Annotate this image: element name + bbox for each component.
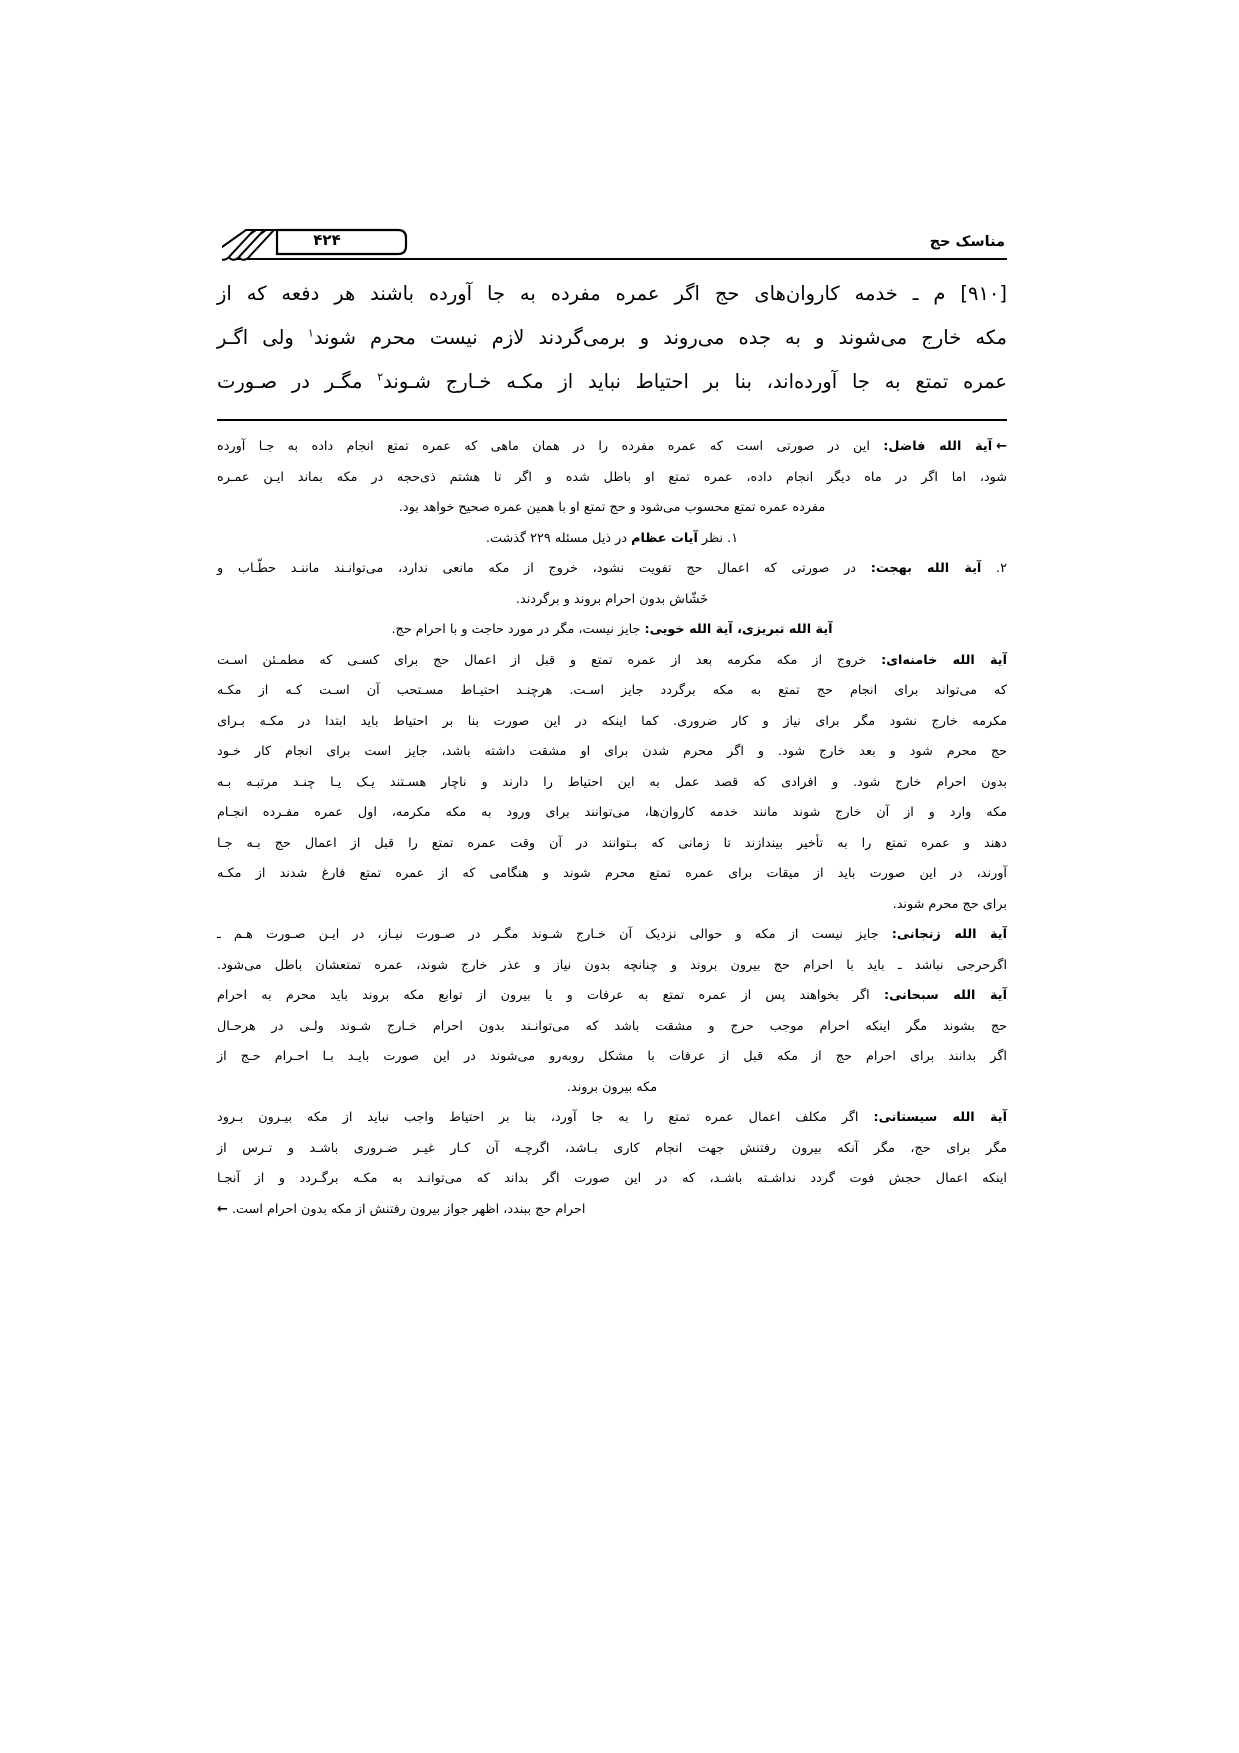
note-sobhani-line-3: اگر بدانند برای احرام حج از مکه قبل از عرفات با مشکل روبه‌رو می‌شوند در این صورت بایـد بـا احـرام حـج از bbox=[217, 1049, 1007, 1064]
note-fazel-line-1 bbox=[217, 432, 1007, 463]
note-zanjani-line-2: اگرحرجی نباشد ـ باید با احرام حج بیرون بروند و چنانچه بدون نیاز و عذر خارج شوند، عمره تمتعشان باطل می‌شود. bbox=[217, 957, 1007, 973]
marja-name-khamenei: آیة الله خامنه‌ای: bbox=[881, 652, 1007, 668]
footnote-divider bbox=[217, 419, 1007, 421]
note-tabrizi-khoei-text: جایز نیست، مگر در مورد حاجت و با احرام حج. bbox=[391, 622, 641, 637]
note-sobhani-line-2: حج بشوند مگر اینکه احرام موجب حرج و مشقت باشد که می‌توانـند بدون احرام خـارج شـوند ولـی در هرحـال bbox=[217, 1018, 1007, 1034]
footnote-1-bold: آیات عظام bbox=[631, 530, 698, 546]
footnote-1-pre: نظر bbox=[697, 530, 724, 546]
note-sistani-text-4: احرام حج ببندد، اظهر جواز بیرون رفتنش از مکه بدون احرام است. bbox=[231, 1201, 586, 1217]
folio-banner bbox=[222, 222, 412, 262]
continuation-arrow-icon: ← bbox=[996, 439, 1007, 454]
note-zanjani-line-1 bbox=[217, 920, 1007, 951]
note-fazel-line-2: شود، اما اگر در ماه دیگر انجام داده، عمره تمتع او باطل شده و اگر تا هشتم ذی‌حجه در مکه بماند ایـن عمـره bbox=[217, 469, 1007, 485]
note-sistani-line-2: مگر برای حج، مگر آنکه بیرون رفتنش جهت انجام کاری بـاشد، اگرچـه آن کـار غیـر ضـروری باشـد و تـرس از bbox=[217, 1140, 1007, 1156]
marja-name-zanjani: آیة الله زنجانی: bbox=[891, 927, 1007, 942]
note-khamenei-line-5: بدون احرام خارج شود. و افرادی که قصد عمل به این احتیاط را دارند و ناچار هسـتند یـک یـا چنـد مرتبـه بـه bbox=[217, 774, 1007, 790]
marja-name-sistani: آیة الله سیستانی: bbox=[873, 1110, 1007, 1125]
footnote-2-text-1: در صورتی که اعمال حج تفویت نشود، خروج از مکه مانعی ندارد، می‌توانـند ماننـد حطّـاب و bbox=[217, 561, 856, 576]
running-title: مناسک حج bbox=[929, 234, 1005, 250]
note-khamenei-line-2: که می‌تواند برای انجام حج تمتع به مکه برگردد جایز اسـت. هرچنـد احتیـاط مسـتحب آن اسـت کـه از مکـه bbox=[217, 683, 1007, 698]
note-fazel-line-3: مفرده عمره تمتع محسوب می‌شود و حج تمتع او با همین عمره صحیح خواهد بود. bbox=[398, 500, 826, 515]
marja-name-sobhani: آیة الله سبحانی: bbox=[883, 988, 1007, 1003]
footnote-1-post: در ذیل مسئله ۲۲۹ گذشت. bbox=[485, 530, 632, 546]
note-sobhani-text-1: اگر بخواهند پس از عمره تمتع به عرفات و یا بیرون از توابع مکه بروند باید محرم به احرام bbox=[217, 988, 870, 1003]
note-khamenei-line-7: دهند و عمره تمتع را به تأخیر بیندازند تا زمانی که بـتوانند در آن وقت عمره تمتع را قبل از اعمال حج بـه جـا bbox=[217, 835, 1007, 851]
body-line-2 bbox=[217, 316, 1007, 360]
note-sistani-line-4 bbox=[217, 1195, 1007, 1226]
note-khamenei-line-6: مکه وارد و از آن خارج شوند مانند خدمه کاروان‌ها، می‌توانند برای ورود به مکه مکرمه، اول عمره مفـرده انجـام bbox=[217, 805, 1007, 820]
note-sistani-text-1: اگر مکلف اعمال عمره تمتع را به جا آورد، بنا بر احتیاط واجب نباید از مکه بیـرون بـرود bbox=[217, 1110, 859, 1125]
footnote-2-line-1 bbox=[217, 554, 1007, 585]
body-line-3 bbox=[217, 360, 1007, 404]
page-header bbox=[232, 228, 1007, 262]
marja-name-fazel: آیة الله فاضل: bbox=[883, 439, 993, 454]
body-line-2-text: مکه خارج می‌شوند و به جده می‌روند و برمی‌گردند لازم نیست محرم شوند bbox=[313, 326, 1008, 349]
note-fazel-text-1: این در صورتی است که عمره مفرده را در همان ماهی که عمره تمتع انجام داده به جـا آورده bbox=[217, 439, 870, 454]
note-tabrizi-khoei bbox=[217, 615, 1007, 646]
page-number: ۴۲۴ bbox=[313, 231, 341, 249]
footnote-1 bbox=[217, 524, 1007, 555]
note-sobhani-line-1 bbox=[217, 981, 1007, 1012]
note-khamenei-line-4: حج محرم شود و بعد خارج شود. و اگر محرم شدن برای او مشقت داشته باشد، جایز است برای انجام کار خـود bbox=[217, 744, 1007, 759]
continuation-arrow-end-icon: ← bbox=[217, 1201, 228, 1217]
note-khamenei-text-1: خروج از مکه مکرمه بعد از عمره تمتع و قبل از اعمال حج برای کسـی که مطمـئن اسـت bbox=[217, 652, 867, 668]
note-sobhani-line-4: مکه بیرون بروند. bbox=[566, 1079, 658, 1095]
note-sistani-line-3: اینکه اعمال حجش فوت گردد نداشـته باشـد، که در این صورت اگر بداند که می‌توانـد به مکـه برگـردد و از آنجـا bbox=[217, 1171, 1007, 1186]
note-zanjani-text-1: جایز نیست از مکه و حوالی نزدیک آن خـارج شـوند مگـر در صـورت نیـاز، در ایـن صـورت هـم ـ bbox=[217, 927, 879, 942]
marja-name-bahjat: آیة الله بهجت: bbox=[870, 561, 982, 576]
footnotes-block bbox=[217, 432, 1007, 1225]
body-line-3-tail: مگـر در صـورت bbox=[217, 370, 378, 393]
note-khamenei-line-3: مکرمه خارج نشود مگر برای نیاز و کار ضروری. کما اینکه در این صورت بنا بر احتیاط باید ابتدا در مکـه بـرای bbox=[217, 713, 1007, 729]
note-khamenei-line-1 bbox=[217, 646, 1007, 677]
body-line-3-text: عمره تمتع به جا آورده‌اند، بنا بر احتیاط نباید از مکـه خـارج شـوند bbox=[383, 370, 1007, 393]
note-khamenei-line-8: آورند، در این صورت باید از میقات برای عمره تمتع محرم شوند و هنگامی که از عمره تمتع فارغ شدند از مکـه bbox=[217, 866, 1007, 881]
main-body bbox=[217, 272, 1007, 404]
body-line-1: [۹۱۰] م ـ خدمه کاروان‌های حج اگر عمره مفرده به جا آورده باشند هر دفعه که از bbox=[217, 282, 1007, 305]
note-sistani-line-1 bbox=[217, 1103, 1007, 1134]
footnote-1-number: ۱. bbox=[727, 530, 739, 546]
body-line-2-tail: ولی اگـر bbox=[217, 326, 308, 349]
footnote-ref-1[interactable]: ۱ bbox=[307, 326, 314, 340]
marja-name-tabrizi-khoei: آیة الله تبریزی، آیة الله خویی: bbox=[644, 622, 833, 637]
note-khamenei-line-9: برای حج محرم شوند. bbox=[892, 896, 1007, 912]
footnote-2-line-2: خَشّاش بدون احرام بروند و برگردند. bbox=[515, 591, 709, 607]
footnote-2-number: ۲. bbox=[996, 561, 1007, 576]
footnote-ref-2[interactable]: ۲ bbox=[377, 370, 384, 384]
